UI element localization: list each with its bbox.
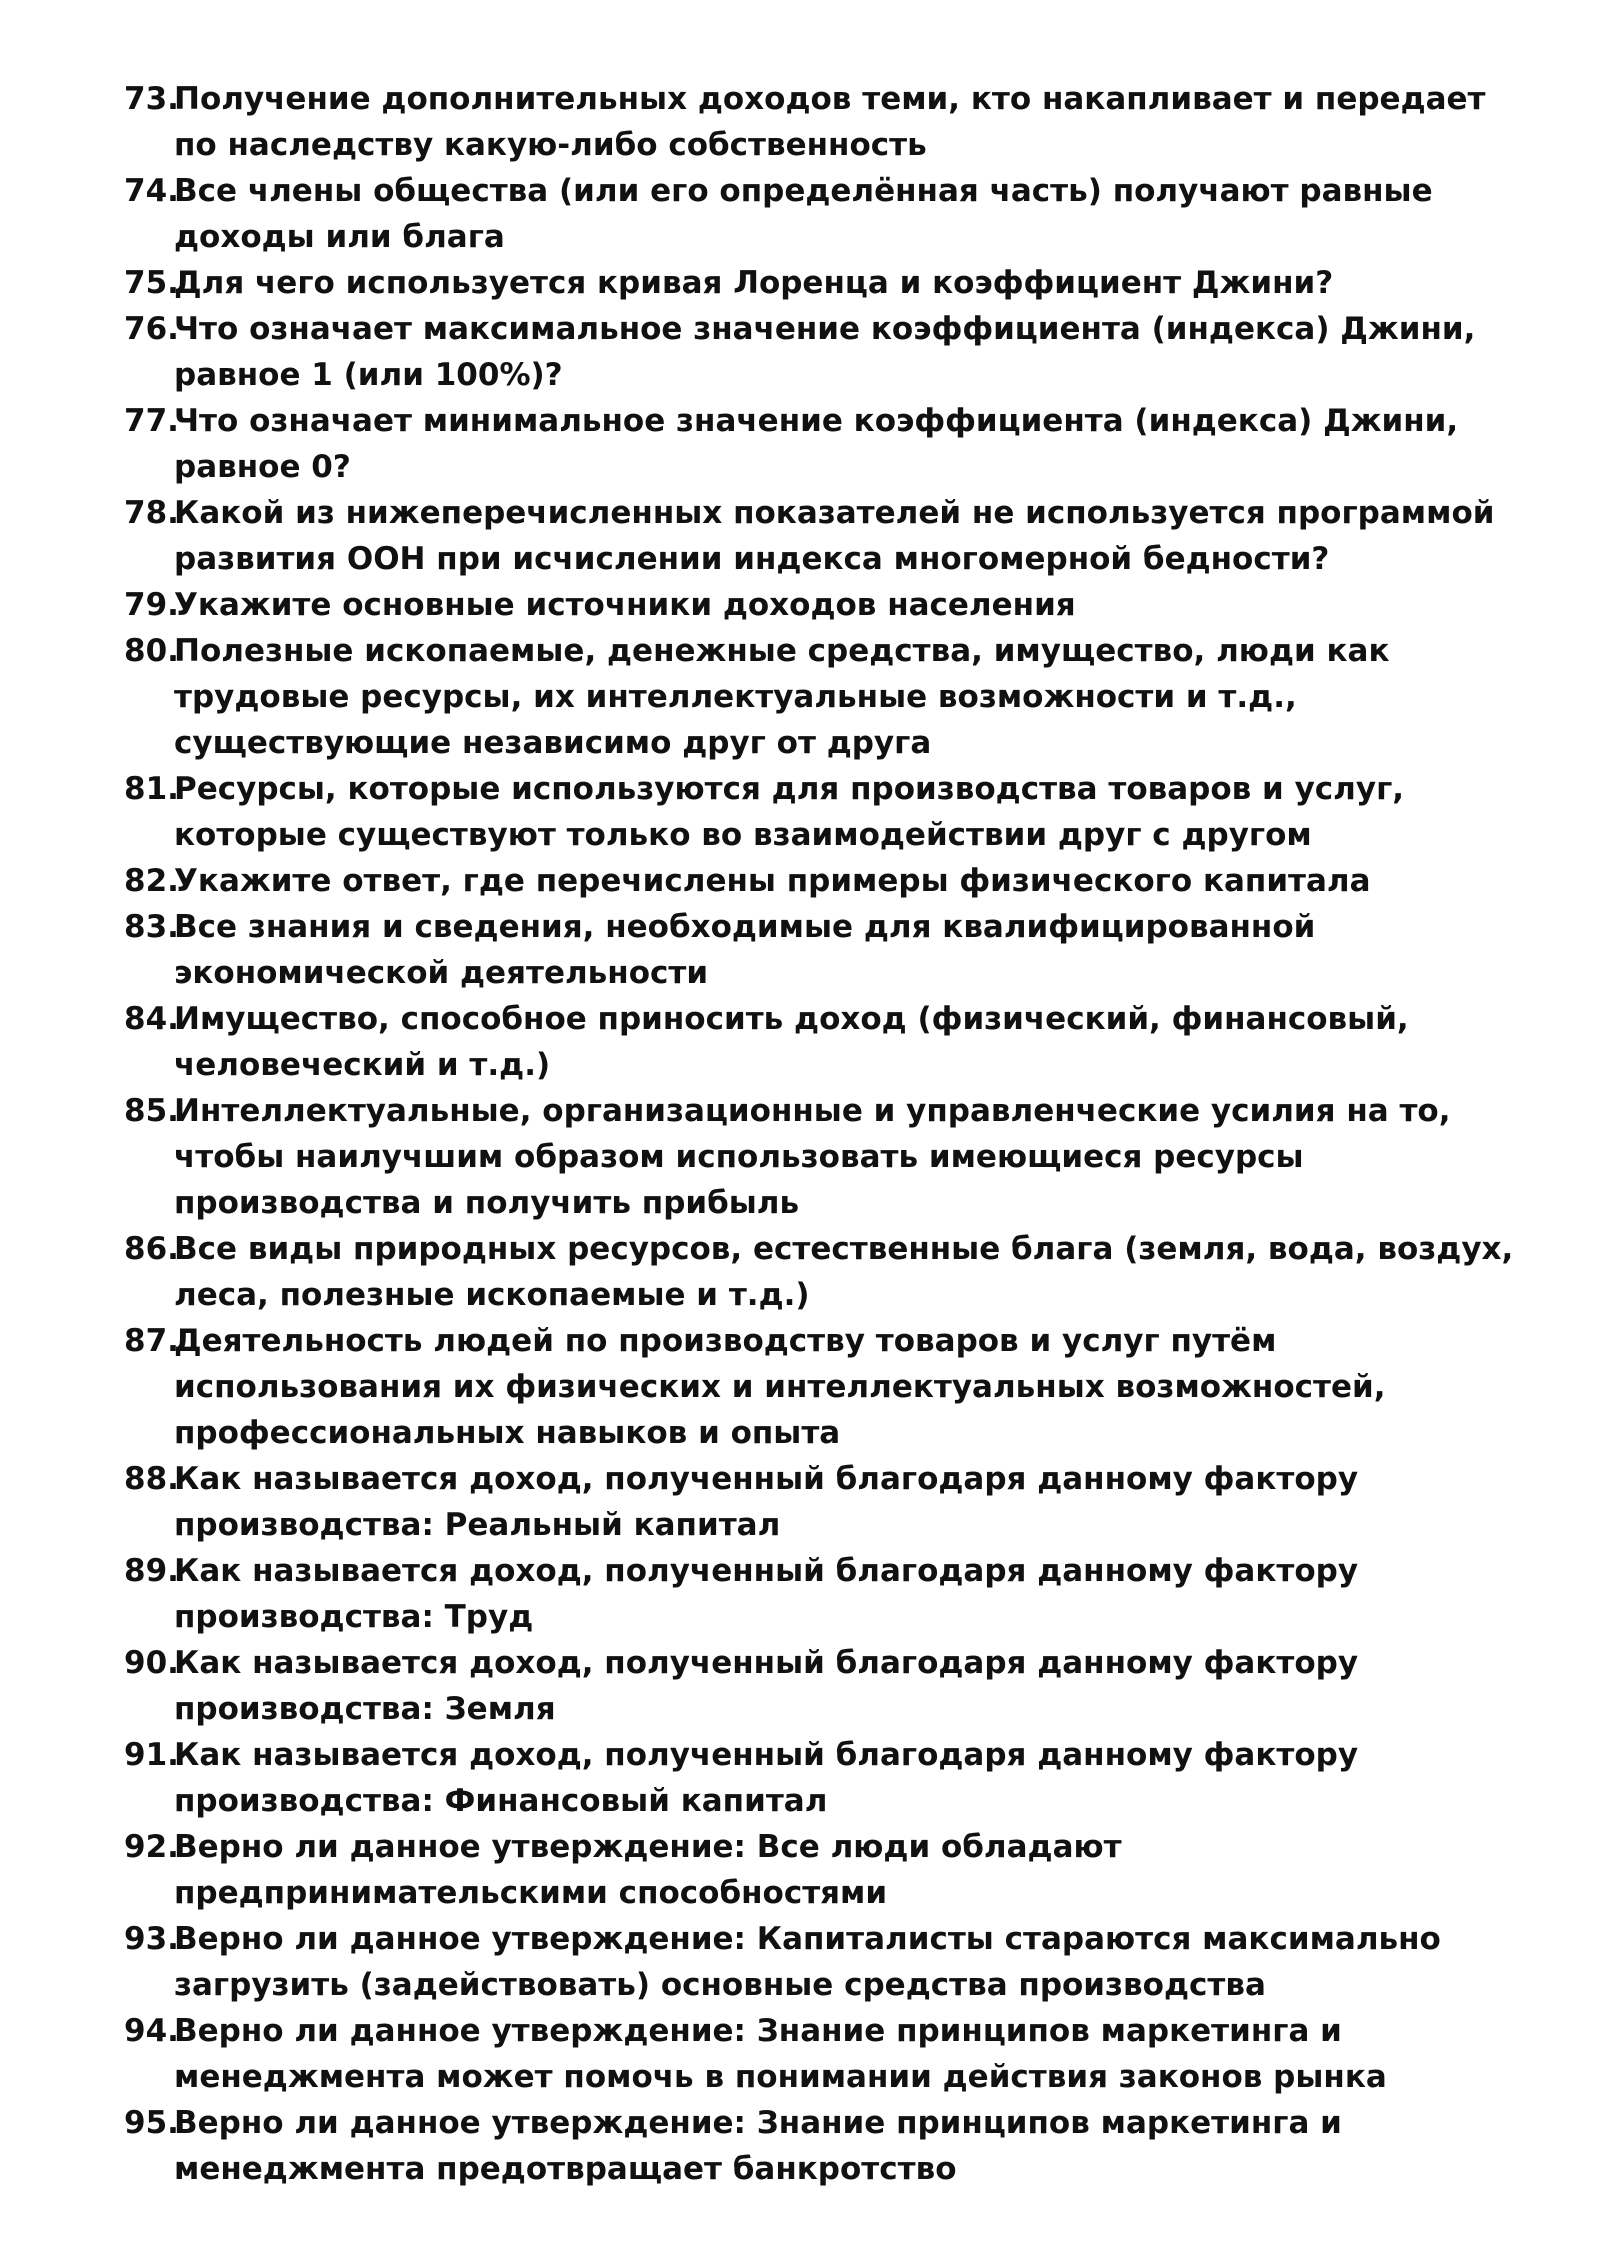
question-number: 74. [124,173,179,209]
question-text: Какой из нижеперечисленных показателей не используется программой развития ООН при исчислении индекса многомерной бедности? [174,495,1495,577]
question-number: 89. [124,1553,179,1589]
question-text: Полезные ископаемые, денежные средства, имущество, люди как трудовые ресурсы, их интеллектуальные возможности и т.д., существующие независимо друг от друга [174,633,1390,761]
question-item [124,2008,1534,2100]
question-number: 78. [124,495,179,531]
question-item [124,1226,1534,1318]
question-item [124,1456,1534,1548]
question-number: 81. [124,771,179,807]
question-item [124,1824,1534,1916]
question-list [124,76,1534,2192]
question-text: Получение дополнительных доходов теми, кто накапливает и передает по наследству какую-либо собственность [174,81,1486,163]
question-item [124,76,1534,168]
question-text: Все члены общества (или его определённая часть) получают равные доходы или блага [174,173,1433,255]
question-number: 84. [124,1001,179,1037]
question-text: Ресурсы, которые используются для производства товаров и услуг, которые существуют только во взаимодействии друг с другом [174,771,1405,853]
question-item [124,306,1534,398]
question-item [124,628,1534,766]
question-number: 85. [124,1093,179,1129]
question-item [124,1640,1534,1732]
question-text: Для чего используется кривая Лоренца и коэффициент Джини? [174,265,1334,301]
question-item [124,858,1534,904]
question-text: Все знания и сведения, необходимые для квалифицированной экономической деятельности [174,909,1316,991]
question-item [124,1916,1534,2008]
question-text: Как называется доход, полученный благодаря данному фактору производства: Реальный капитал [174,1461,1359,1543]
question-text: Имущество, способное приносить доход (физический, финансовый, человеческий и т.д.) [174,1001,1409,1083]
question-number: 80. [124,633,179,669]
question-item [124,1088,1534,1226]
question-number: 86. [124,1231,179,1267]
question-text: Верно ли данное утверждение: Все люди обладают предпринимательскими способностями [174,1829,1122,1911]
question-number: 73. [124,81,179,117]
question-number: 91. [124,1737,179,1773]
question-text: Как называется доход, полученный благодаря данному фактору производства: Земля [174,1645,1359,1727]
question-item [124,260,1534,306]
question-item [124,904,1534,996]
question-item [124,398,1534,490]
question-text: Что означает минимальное значение коэффициента (индекса) Джини, равное 0? [174,403,1459,485]
question-item [124,1548,1534,1640]
question-number: 79. [124,587,179,623]
question-text: Укажите основные источники доходов населения [174,587,1076,623]
question-item [124,1732,1534,1824]
question-text: Все виды природных ресурсов, естественные блага (земля, вода, воздух, леса, полезные ископаемые и т.д.) [174,1231,1514,1313]
question-number: 93. [124,1921,179,1957]
question-text: Верно ли данное утверждение: Знание принципов маркетинга и менеджмента предотвращает банкротство [174,2105,1342,2187]
question-item [124,766,1534,858]
question-number: 77. [124,403,179,439]
question-number: 94. [124,2013,179,2049]
question-item [124,168,1534,260]
question-text: Интеллектуальные, организационные и управленческие усилия на то, чтобы наилучшим образом использовать имеющиеся ресурсы производства и получить прибыль [174,1093,1451,1221]
question-number: 90. [124,1645,179,1681]
question-number: 76. [124,311,179,347]
question-text: Деятельность людей по производству товаров и услуг путём использования их физических и интеллектуальных возможностей, профессиональных навыков и опыта [174,1323,1386,1451]
question-number: 82. [124,863,179,899]
question-text: Укажите ответ, где перечислены примеры физического капитала [174,863,1371,899]
question-item [124,582,1534,628]
question-number: 95. [124,2105,179,2141]
question-item [124,490,1534,582]
question-item [124,2100,1534,2192]
question-text: Что означает максимальное значение коэффициента (индекса) Джини, равное 1 (или 100%)? [174,311,1476,393]
question-text: Верно ли данное утверждение: Капиталисты стараются максимально загрузить (задействовать) основные средства производства [174,1921,1441,2003]
question-text: Как называется доход, полученный благодаря данному фактору производства: Труд [174,1553,1359,1635]
question-text: Как называется доход, полученный благодаря данному фактору производства: Финансовый капитал [174,1737,1359,1819]
question-text: Верно ли данное утверждение: Знание принципов маркетинга и менеджмента может помочь в понимании действия законов рынка [174,2013,1387,2095]
question-number: 88. [124,1461,179,1497]
question-number: 75. [124,265,179,301]
question-item [124,1318,1534,1456]
question-number: 83. [124,909,179,945]
question-item [124,996,1534,1088]
question-number: 92. [124,1829,179,1865]
question-number: 87. [124,1323,179,1359]
